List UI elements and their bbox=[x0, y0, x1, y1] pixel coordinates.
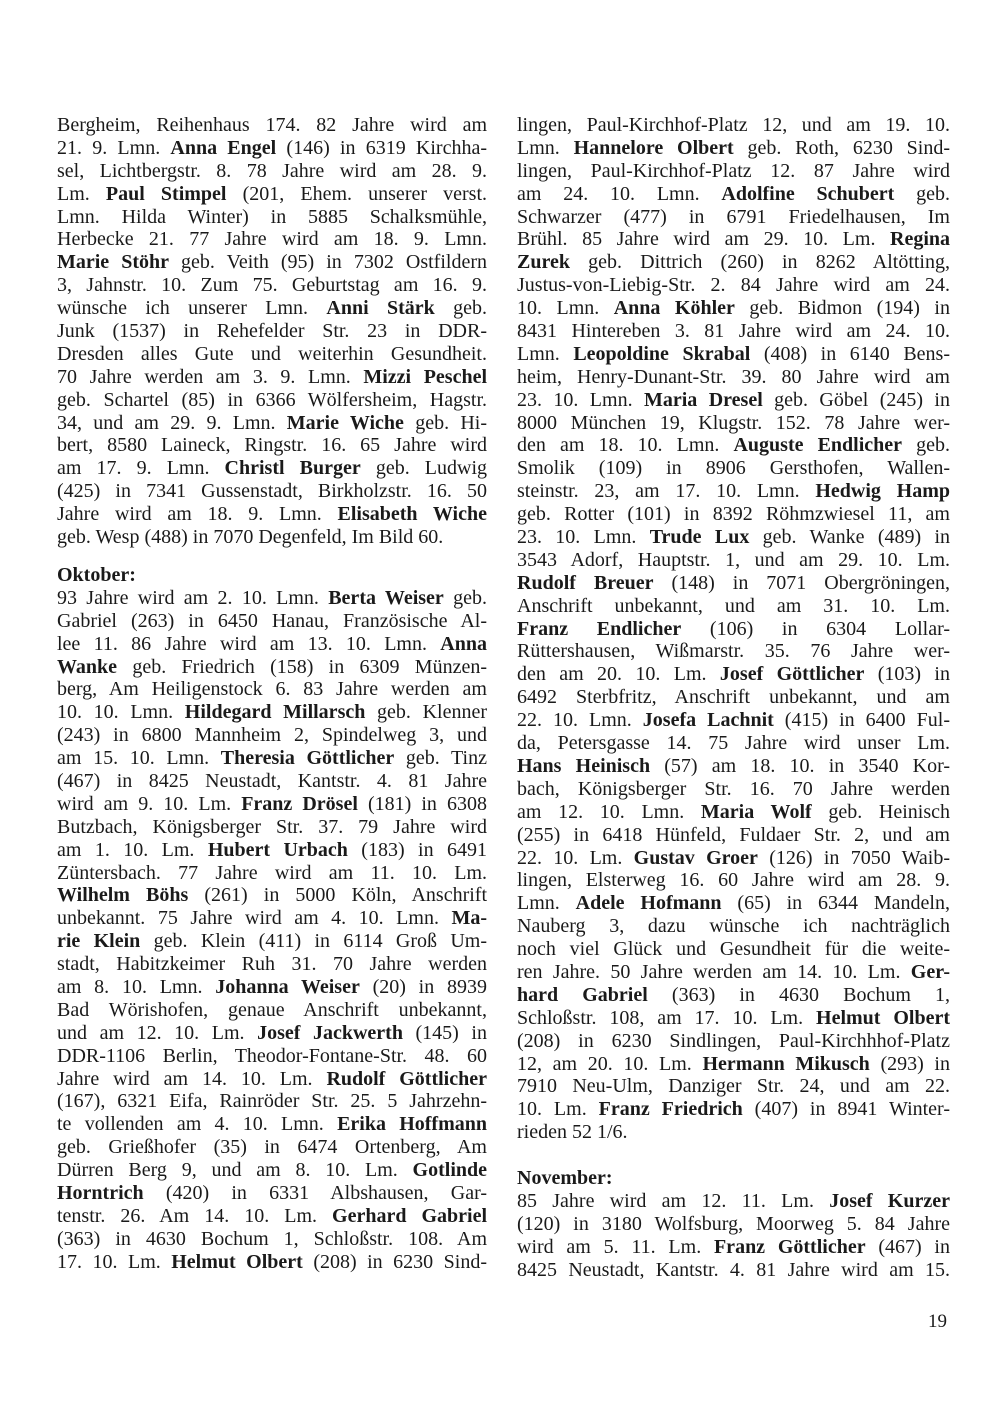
text-segment: geb. Veith (95) in 7302 Ostfildern bbox=[169, 251, 487, 274]
text-line bbox=[517, 434, 950, 457]
person-name: Hannelore Olbert bbox=[573, 136, 734, 159]
person-name: Ma- bbox=[451, 907, 487, 930]
text-line bbox=[517, 847, 950, 870]
text-segment: steinstr. 23, am 17. 10. Lmn. bbox=[517, 480, 816, 503]
text-segment: Lmn. bbox=[517, 136, 574, 159]
person-name: Trude Lux bbox=[649, 526, 750, 549]
text-segment: 22. 10. Lmn. bbox=[517, 709, 643, 732]
text-segment: (293) in bbox=[869, 1052, 950, 1075]
text-segment: (407) in 8941 Winter- bbox=[742, 1098, 950, 1121]
text-line bbox=[517, 1259, 950, 1282]
text-segment: geb. Grießhofer (35) in 6474 Ortenberg, Am bbox=[57, 1136, 487, 1159]
text-line bbox=[57, 137, 487, 160]
text-segment: Brühl. 85 Jahre wird am 29. 10. Lm. bbox=[517, 228, 890, 251]
person-name: Rudolf Breuer bbox=[517, 571, 654, 594]
text-line bbox=[517, 457, 950, 480]
text-line bbox=[57, 633, 487, 656]
text-segment: 21. 9. Lmn. bbox=[57, 136, 171, 159]
text-segment: sel, Lichtbergstr. 8. 78 Jahre wird am 28. 9. bbox=[57, 159, 487, 182]
person-name: Maria Dresel bbox=[643, 388, 763, 411]
text-line bbox=[517, 412, 950, 435]
text-segment: (363) in 4630 Bochum 1, Schloßstr. 108. Am bbox=[57, 1227, 487, 1250]
text-line bbox=[57, 953, 487, 976]
text-segment: Smolik (109) in 8906 Gersthofen, Wallen- bbox=[517, 457, 950, 480]
text-line bbox=[517, 1030, 950, 1053]
text-segment: (126) in 7050 Waib- bbox=[757, 846, 950, 869]
text-segment: und am 12. 10. Lm. bbox=[57, 1021, 258, 1044]
text-segment: Jahre wird am 18. 9. Lmn. bbox=[57, 503, 338, 526]
text-segment: 85 Jahre wird am 12. 11. Lm. bbox=[517, 1189, 830, 1212]
text-line bbox=[57, 251, 487, 274]
text-segment: (408) in 6140 Bens- bbox=[750, 342, 950, 365]
text-line bbox=[57, 160, 487, 183]
text-segment: (148) in 7071 Obergröningen, bbox=[653, 571, 951, 594]
text-segment: Anschrift unbekannt, und am 31. 10. Lm. bbox=[517, 594, 950, 617]
left-column bbox=[57, 114, 487, 1274]
text-segment: geb. bbox=[443, 586, 487, 609]
text-line bbox=[57, 1090, 487, 1113]
text-segment: 8425 Neustadt, Kantstr. 4. 81 Jahre wird am 15. bbox=[517, 1258, 950, 1281]
text-segment: geb. Heinisch bbox=[811, 800, 950, 823]
text-segment: geb. Wesp (488) in 7070 Degenfeld, Im Bild 60. bbox=[57, 526, 444, 549]
person-name: Auguste Endlicher bbox=[733, 434, 903, 457]
text-segment: 70 Jahre werden am 3. 9. Lmn. bbox=[57, 365, 364, 388]
text-line bbox=[517, 206, 950, 229]
text-segment: (363) in 4630 Bochum 1, bbox=[647, 983, 951, 1006]
text-line bbox=[57, 343, 487, 366]
text-segment: 10. Lmn. bbox=[517, 297, 614, 320]
text-segment: lingen, Elsterweg 16. 60 Jahre wird am 28. 9. bbox=[517, 869, 950, 892]
text-segment: heim, Henry-Dunant-Str. 39. 80 Jahre wird am bbox=[517, 365, 950, 388]
text-line bbox=[517, 320, 950, 343]
person-name: Anna Engel bbox=[170, 136, 277, 159]
text-segment: wird am 9. 10. Lm. bbox=[57, 792, 242, 815]
text-line bbox=[517, 343, 950, 366]
person-name: Gotlinde bbox=[412, 1159, 487, 1182]
text-segment: geb. Friedrich (158) in 6309 Münzen- bbox=[117, 655, 487, 678]
text-segment: 22. 10. Lm. bbox=[517, 846, 634, 869]
text-segment: am 17. 9. Lmn. bbox=[57, 457, 225, 480]
text-line bbox=[57, 678, 487, 701]
text-line bbox=[517, 1190, 950, 1213]
text-line bbox=[57, 930, 487, 953]
text-line bbox=[57, 228, 487, 251]
person-name: Josef Göttlicher bbox=[719, 663, 865, 686]
text-segment: Justus-von-Liebig-Str. 2. 84 Jahre wird am 24. bbox=[517, 274, 950, 297]
text-segment: Nauberg 3, dazu wünsche ich nachträglich bbox=[517, 915, 950, 938]
text-segment: Lmn. Hilda Winter) in 5885 Schalksmühle, bbox=[57, 205, 487, 228]
text-segment: DDR-1106 Berlin, Theodor-Fontane-Str. 48. 60 bbox=[57, 1044, 487, 1067]
text-line bbox=[517, 366, 950, 389]
person-name: Regina bbox=[890, 228, 950, 251]
text-segment: 7910 Neu-Ulm, Danziger Str. 24, und am 22. bbox=[517, 1075, 950, 1098]
text-segment: Herbecke 21. 77 Jahre wird am 18. 9. Lmn. bbox=[57, 228, 487, 251]
person-name: Mizzi Peschel bbox=[363, 365, 487, 388]
text-segment: (120) in 3180 Wolfsburg, Moorweg 5. 84 Jahre bbox=[517, 1212, 950, 1235]
text-segment: lingen, Paul-Kirchhof-Platz 12. 87 Jahre wird bbox=[517, 159, 950, 182]
text-segment: tenstr. 26. Am 14. 10. Lm. bbox=[57, 1204, 333, 1227]
text-segment: te vollenden am 4. 10. Lmn. bbox=[57, 1113, 338, 1136]
text-segment: Jahre wird am 14. 10. Lm. bbox=[57, 1067, 327, 1090]
text-segment: geb. bbox=[902, 434, 950, 457]
text-segment: unbekannt. 75 Jahre wird am 4. 10. Lmn. bbox=[57, 907, 452, 930]
text-line bbox=[57, 114, 487, 137]
text-segment: berg, Am Heiligenstock 6. 83 Jahre werden am bbox=[57, 678, 487, 701]
person-name: Theresia Göttlicher bbox=[220, 747, 395, 770]
text-line bbox=[57, 206, 487, 229]
text-segment: stadt, Habitzkeimer Ruh 31. 70 Jahre werden bbox=[57, 953, 487, 976]
text-segment: (20) in 8939 bbox=[359, 975, 487, 998]
person-name: Ger- bbox=[910, 960, 950, 983]
text-line bbox=[57, 297, 487, 320]
text-segment: Bergheim, Reihenhaus 174. 82 Jahre wird am bbox=[57, 114, 487, 136]
person-name: Johanna Weiser bbox=[215, 975, 360, 998]
person-name: Rudolf Göttlicher bbox=[326, 1067, 487, 1090]
text-line bbox=[517, 503, 950, 526]
text-line bbox=[57, 1251, 487, 1274]
text-segment: lee 11. 86 Jahre wird am 13. 10. Lmn. bbox=[57, 632, 441, 655]
text-line bbox=[517, 663, 950, 686]
paragraph bbox=[57, 587, 487, 1274]
paragraph bbox=[517, 114, 950, 1144]
text-line bbox=[517, 640, 950, 663]
person-name: Gustav Groer bbox=[633, 846, 758, 869]
text-segment: (106) in 6304 Lollar- bbox=[681, 617, 950, 640]
paragraph bbox=[517, 1190, 950, 1282]
text-segment: (467) in 8425 Neustadt, Kantstr. 4. 81 Jahre bbox=[57, 769, 487, 792]
text-segment: (415) in 6400 Ful- bbox=[773, 709, 950, 732]
text-segment: am 8. 10. Lmn. bbox=[57, 975, 216, 998]
person-name: Josef Kurzer bbox=[829, 1189, 950, 1212]
text-segment: 10. Lm. bbox=[517, 1098, 599, 1121]
text-line bbox=[517, 137, 950, 160]
person-name: Horntrich bbox=[57, 1181, 144, 1204]
text-segment: Junk (1537) in Rehefelder Str. 23 in DDR- bbox=[57, 320, 487, 343]
text-line bbox=[57, 434, 487, 457]
text-line bbox=[517, 618, 950, 641]
text-segment: (167), 6321 Eifa, Rainröder Str. 25. 5 Jahrzehn- bbox=[57, 1090, 487, 1113]
text-line bbox=[57, 1159, 487, 1182]
text-line bbox=[57, 503, 487, 526]
person-name: Anni Stärk bbox=[326, 297, 435, 320]
person-name: Adele Hofmann bbox=[575, 892, 722, 915]
text-line bbox=[57, 389, 487, 412]
text-segment: am 1. 10. Lm. bbox=[57, 838, 208, 861]
text-segment: (425) in 7341 Gussenstadt, Birkholzstr. 16. 50 bbox=[57, 480, 487, 503]
text-segment: (201, Ehem. unserer verst. bbox=[226, 182, 488, 205]
text-segment: geb. Dittrich (260) in 8262 Altötting, bbox=[569, 251, 950, 274]
text-segment: am 24. 10. Lmn. bbox=[517, 182, 722, 205]
person-name: Maria Wolf bbox=[700, 800, 812, 823]
text-line bbox=[517, 160, 950, 183]
text-segment: 17. 10. Lm. bbox=[57, 1250, 172, 1273]
person-name: Franz Drösel bbox=[241, 792, 358, 815]
person-name: Zurek bbox=[517, 251, 570, 274]
text-line bbox=[517, 892, 950, 915]
text-segment: 23. 10. Lmn. bbox=[517, 388, 644, 411]
text-line bbox=[517, 938, 950, 961]
text-segment: Butzbach, Königsberger Str. 37. 79 Jahre wird bbox=[57, 815, 487, 838]
text-segment: Lm. bbox=[57, 182, 106, 205]
text-line bbox=[517, 1098, 950, 1121]
text-segment: wird am 5. 11. Lm. bbox=[517, 1235, 714, 1258]
text-segment: Schwarzer (477) in 6791 Friedelhausen, Im bbox=[517, 205, 950, 228]
text-line bbox=[57, 884, 487, 907]
text-line bbox=[57, 1228, 487, 1251]
section-heading: November: bbox=[517, 1167, 613, 1190]
text-line bbox=[517, 228, 950, 251]
text-segment: geb. bbox=[434, 297, 487, 320]
text-segment: ren Jahre. 50 Jahre werden am 14. 10. Lm. bbox=[517, 960, 911, 983]
text-segment: geb. Klenner bbox=[365, 701, 487, 724]
text-line bbox=[517, 389, 950, 412]
text-line bbox=[517, 755, 950, 778]
text-line bbox=[517, 961, 950, 984]
person-name: Hubert Urbach bbox=[207, 838, 348, 861]
section-heading: Oktober: bbox=[57, 563, 136, 586]
text-line bbox=[517, 1236, 950, 1259]
text-segment: geb. Tinz bbox=[394, 747, 487, 770]
text-segment: geb. Schartel (85) in 6366 Wölfersheim, Hagstr. bbox=[57, 388, 487, 411]
text-segment: noch viel Glück und Gesundheit für die weite- bbox=[517, 938, 950, 961]
text-line bbox=[517, 984, 950, 1007]
person-name: Franz Friedrich bbox=[598, 1098, 743, 1121]
text-line bbox=[517, 824, 950, 847]
person-name: Gerhard Gabriel bbox=[332, 1204, 487, 1227]
text-segment: 3543 Adorf, Hauptstr. 1, und am 29. 10. Lm. bbox=[517, 548, 950, 571]
person-name: Hermann Mikusch bbox=[702, 1052, 870, 1075]
text-segment: Lmn. bbox=[517, 342, 574, 365]
text-segment: (146) in 6319 Kirchha- bbox=[276, 136, 487, 159]
text-line bbox=[57, 610, 487, 633]
text-segment: Dürren Berg 9, und am 8. 10. Lm. bbox=[57, 1159, 413, 1182]
person-name: Paul Stimpel bbox=[105, 182, 227, 205]
text-line bbox=[57, 412, 487, 435]
text-segment: geb. Rotter (101) in 8392 Röhmzwiesel 11, am bbox=[517, 503, 950, 526]
text-segment: bach, Königsberger Str. 16. 70 Jahre werden bbox=[517, 777, 950, 800]
text-line bbox=[517, 686, 950, 709]
text-segment: (181) in 6308 bbox=[357, 792, 487, 815]
page-number: 19 bbox=[928, 1311, 947, 1332]
text-line bbox=[57, 1205, 487, 1228]
text-line bbox=[57, 976, 487, 999]
text-segment: 12, am 20. 10. Lm. bbox=[517, 1052, 703, 1075]
person-name: Erika Hoffmann bbox=[337, 1113, 487, 1136]
text-segment: den am 20. 10. Lm. bbox=[517, 663, 720, 686]
text-segment: geb. Göbel (245) in bbox=[762, 388, 950, 411]
text-line bbox=[517, 915, 950, 938]
text-line bbox=[517, 1007, 950, 1030]
text-line bbox=[57, 274, 487, 297]
text-segment: da, Petersgasse 14. 75 Jahre wird unser Lm. bbox=[517, 732, 950, 755]
person-name: Marie Stöhr bbox=[57, 251, 170, 274]
person-name: Marie Wiche bbox=[286, 411, 404, 434]
text-line bbox=[57, 656, 487, 679]
text-segment: geb. Ludwig bbox=[360, 457, 487, 480]
text-line bbox=[517, 1213, 950, 1236]
text-segment: bert, 8580 Laineck, Ringstr. 16. 65 Jahre wird bbox=[57, 434, 487, 457]
text-segment: 93 Jahre wird am 2. 10. Lmn. bbox=[57, 586, 329, 609]
text-line bbox=[57, 839, 487, 862]
text-segment: (103) in bbox=[864, 663, 950, 686]
text-line bbox=[57, 1113, 487, 1136]
text-line bbox=[57, 183, 487, 206]
text-line bbox=[517, 1121, 950, 1144]
text-segment: Züntersbach. 77 Jahre wird am 11. 10. Lm. bbox=[57, 861, 487, 884]
person-name: Christl Burger bbox=[224, 457, 361, 480]
text-segment: (255) in 6418 Hünfeld, Fuldaer Str. 2, und am bbox=[517, 823, 950, 846]
text-segment: 10. 10. Lmn. bbox=[57, 701, 185, 724]
person-name: Franz Göttlicher bbox=[713, 1235, 866, 1258]
text-segment: geb. bbox=[894, 182, 950, 205]
text-line bbox=[57, 526, 487, 549]
text-segment: den am 18. 10. Lmn. bbox=[517, 434, 734, 457]
text-segment: 8000 München 19, Klugstr. 152. 78 Jahre wer- bbox=[517, 411, 950, 434]
text-line bbox=[57, 1068, 487, 1091]
text-segment: rieden 52 1/6. bbox=[517, 1121, 628, 1144]
text-segment: 3, Jahnstr. 10. Zum 75. Geburtstag am 16. 9. bbox=[57, 274, 487, 297]
text-segment: (65) in 6344 Mandeln, bbox=[721, 892, 950, 915]
text-segment: am 12. 10. Lmn. bbox=[517, 800, 701, 823]
text-line bbox=[517, 869, 950, 892]
text-segment: (243) in 6800 Mannheim 2, Spindelweg 3, und bbox=[57, 724, 487, 747]
text-segment: (420) in 6331 Albshausen, Gar- bbox=[143, 1181, 487, 1204]
text-segment: 8431 Hintereben 3. 81 Jahre wird am 24. 10. bbox=[517, 320, 950, 343]
text-line bbox=[57, 793, 487, 816]
person-name: Hedwig Hamp bbox=[815, 480, 950, 503]
text-segment: wünsche ich unserer Lmn. bbox=[57, 297, 327, 320]
text-line bbox=[517, 732, 950, 755]
text-segment: geb. Klein (411) in 6114 Groß Um- bbox=[140, 930, 488, 953]
text-segment: geb. Wanke (489) in bbox=[749, 526, 950, 549]
text-segment: 34, und am 29. 9. Lmn. bbox=[57, 411, 287, 434]
text-line bbox=[517, 1053, 950, 1076]
text-line bbox=[517, 1075, 950, 1098]
person-name: Anna Köhler bbox=[613, 297, 735, 320]
text-segment: (261) in 5000 Köln, Anschrift bbox=[188, 884, 487, 907]
text-segment: (208) in 6230 Sindlingen, Paul-Kirchhhof-Platz bbox=[517, 1029, 950, 1052]
text-line bbox=[57, 320, 487, 343]
person-name: hard Gabriel bbox=[517, 983, 648, 1006]
text-line bbox=[57, 1182, 487, 1205]
text-segment: geb. Hi- bbox=[403, 411, 487, 434]
person-name: Leopoldine Skrabal bbox=[573, 342, 751, 365]
person-name: Adolfine Schubert bbox=[721, 182, 895, 205]
text-line bbox=[517, 297, 950, 320]
text-line bbox=[517, 572, 950, 595]
text-line bbox=[517, 801, 950, 824]
text-line bbox=[57, 1136, 487, 1159]
text-segment: (467) in bbox=[865, 1235, 950, 1258]
text-segment: geb. Roth, 6230 Sind- bbox=[733, 136, 950, 159]
text-line bbox=[57, 1022, 487, 1045]
text-line bbox=[57, 366, 487, 389]
text-segment: (183) in 6491 bbox=[347, 838, 487, 861]
text-segment: Lmn. bbox=[517, 892, 576, 915]
text-segment: 23. 10. Lmn. bbox=[517, 526, 650, 549]
text-line bbox=[517, 480, 950, 503]
text-line bbox=[57, 480, 487, 503]
text-segment: (57) am 18. 10. in 3540 Kor- bbox=[650, 754, 950, 777]
person-name: Helmut Olbert bbox=[816, 1006, 950, 1029]
person-name: Franz Endlicher bbox=[517, 617, 682, 640]
text-line bbox=[517, 778, 950, 801]
text-segment: 6492 Sterbfritz, Anschrift unbekannt, und am bbox=[517, 686, 950, 709]
text-segment: lingen, Paul-Kirchhof-Platz 12, und am 19. 10. bbox=[517, 114, 950, 136]
text-segment: (145) in bbox=[402, 1021, 487, 1044]
person-name: Anna bbox=[440, 632, 487, 655]
text-line bbox=[57, 724, 487, 747]
text-segment: am 15. 10. Lmn. bbox=[57, 747, 221, 770]
right-column bbox=[517, 114, 950, 1282]
text-segment: Rüttershausen, Wißmarstr. 35. 76 Jahre wer- bbox=[517, 640, 950, 663]
text-line bbox=[57, 907, 487, 930]
text-line bbox=[517, 549, 950, 572]
text-line bbox=[517, 709, 950, 732]
person-name: rie Klein bbox=[57, 930, 141, 953]
text-line bbox=[57, 701, 487, 724]
person-name: Hans Heinisch bbox=[517, 754, 651, 777]
text-line bbox=[517, 526, 950, 549]
text-segment: Dresden alles Gute und weiterhin Gesundheit. bbox=[57, 342, 487, 365]
person-name: Josef Jackwerth bbox=[257, 1021, 403, 1044]
text-line bbox=[57, 457, 487, 480]
text-line bbox=[57, 747, 487, 770]
text-line bbox=[57, 587, 487, 610]
person-name: Wanke bbox=[57, 655, 118, 678]
text-line bbox=[57, 1045, 487, 1068]
person-name: Wilhelm Böhs bbox=[57, 884, 189, 907]
person-name: Josefa Lachnit bbox=[642, 709, 774, 732]
person-name: Elisabeth Wiche bbox=[337, 503, 487, 526]
text-line bbox=[57, 862, 487, 885]
text-segment: Schloßstr. 108, am 17. 10. Lm. bbox=[517, 1006, 817, 1029]
text-line bbox=[517, 251, 950, 274]
text-segment: (208) in 6230 Sind- bbox=[302, 1250, 487, 1273]
text-line bbox=[57, 999, 487, 1022]
person-name: Hildegard Millarsch bbox=[184, 701, 366, 724]
text-line bbox=[517, 595, 950, 618]
text-line bbox=[57, 770, 487, 793]
text-line bbox=[57, 816, 487, 839]
text-segment: Bad Wörishofen, genaue Anschrift unbekannt, bbox=[57, 998, 487, 1021]
person-name: Helmut Olbert bbox=[171, 1250, 303, 1273]
text-segment: geb. Bidmon (194) in bbox=[734, 297, 950, 320]
text-line bbox=[517, 114, 950, 137]
text-line bbox=[517, 274, 950, 297]
text-line bbox=[517, 183, 950, 206]
text-segment: Gabriel (263) in 6450 Hanau, Französische Al- bbox=[57, 609, 487, 632]
paragraph bbox=[57, 114, 487, 549]
person-name: Berta Weiser bbox=[328, 586, 444, 609]
